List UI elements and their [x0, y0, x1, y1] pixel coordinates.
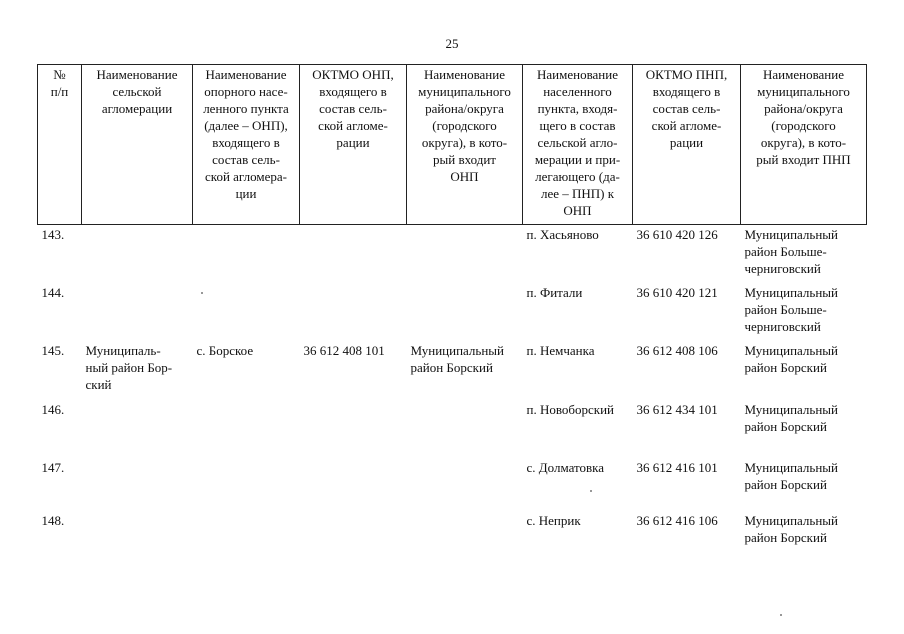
row-onp-oktmo: [300, 458, 407, 511]
row-pnp-district: Муниципальный район Борский: [744, 513, 838, 545]
row-onp-oktmo: [300, 225, 407, 284]
row-number: 146.: [41, 402, 65, 417]
row-pnp: с. Неприк: [526, 513, 581, 528]
row-agglomeration: [82, 400, 193, 458]
row-onp: с. Борское: [196, 343, 254, 358]
row-onp-district: [407, 400, 523, 458]
row-pnp-district: Муниципальный район Борский: [744, 460, 838, 492]
table-row: [38, 511, 867, 552]
row-onp: [193, 225, 300, 284]
row-number: 144.: [41, 285, 65, 300]
row-agglomeration: [82, 511, 193, 552]
table-row: [38, 458, 867, 511]
row-pnp-district: Муниципальный район Больше- черниговский: [744, 285, 838, 334]
row-onp: [193, 511, 300, 552]
header-number: № п/п: [38, 65, 82, 225]
row-onp-oktmo: [300, 283, 407, 341]
table-row: [38, 400, 867, 458]
agglomeration-table: [37, 64, 867, 552]
row-number: 143.: [41, 227, 65, 242]
row-onp-district: [407, 225, 523, 284]
row-onp-district: [407, 511, 523, 552]
row-pnp-oktmo: 36 612 434 101: [636, 402, 718, 417]
table-header-row: [38, 65, 867, 225]
row-onp: [193, 283, 300, 341]
header-onp: Наименование опорного насе- ленного пункта (далее – ОНП), входящего в состав сель- ской агломера- ции: [193, 65, 300, 225]
header-pnp-oktmo: ОКТМО ПНП, входящего в состав сель- ской агломе- рации: [633, 65, 741, 225]
row-pnp: п. Фитали: [526, 285, 583, 300]
row-onp-oktmo: [300, 400, 407, 458]
scan-speck: [201, 292, 203, 294]
row-agglomeration: Муниципаль- ный район Бор- ский: [85, 343, 173, 392]
row-number: 145.: [41, 343, 65, 358]
row-agglomeration: [82, 283, 193, 341]
row-pnp-district: Муниципальный район Борский: [744, 402, 838, 434]
header-onp-oktmo: ОКТМО ОНП, входящего в состав сель- ской агломе- рации: [300, 65, 407, 225]
row-onp: [193, 458, 300, 511]
row-agglomeration: [82, 458, 193, 511]
table-row: [38, 283, 867, 341]
row-pnp-district: Муниципальный район Борский: [744, 343, 838, 375]
row-pnp-oktmo: 36 612 416 106: [636, 513, 718, 528]
header-agglomeration: Наименование сельской агломерации: [82, 65, 193, 225]
header-onp-district: Наименование муниципального района/округа (городского округа), в кото- рый входит ОНП: [407, 65, 523, 225]
row-onp-district: Муниципальный район Борский: [410, 343, 504, 375]
row-pnp: п. Хасьяново: [526, 227, 599, 242]
page-number: 25: [445, 36, 459, 51]
row-pnp-oktmo: 36 610 420 126: [636, 227, 718, 242]
row-pnp: п. Новоборский: [526, 402, 615, 417]
row-pnp-oktmo: 36 610 420 121: [636, 285, 718, 300]
row-pnp-oktmo: 36 612 416 101: [636, 460, 718, 475]
row-onp-district: [407, 458, 523, 511]
header-pnp: Наименование населенного пункта, входя- щего в состав сельской агло- мерации и при- легающего (да- лее – ПНП) к ОНП: [523, 65, 633, 225]
row-pnp-district: Муниципальный район Больше- черниговский: [744, 227, 838, 276]
table-row: [38, 341, 867, 400]
row-pnp: с. Долматовка: [526, 460, 605, 475]
scan-speck: [780, 614, 782, 616]
header-pnp-district: Наименование муниципального района/округа (городского округа), в кото- рый входит ПНП: [741, 65, 867, 225]
scan-speck: [590, 490, 592, 492]
row-agglomeration: [82, 225, 193, 284]
row-onp-oktmo: [300, 511, 407, 552]
row-number: 147.: [41, 460, 65, 475]
row-onp-district: [407, 283, 523, 341]
row-onp: [193, 400, 300, 458]
row-number: 148.: [41, 513, 65, 528]
row-onp-oktmo: 36 612 408 101: [303, 343, 385, 358]
row-pnp-oktmo: 36 612 408 106: [636, 343, 718, 358]
row-pnp: п. Немчанка: [526, 343, 595, 358]
table-row: [38, 225, 867, 284]
